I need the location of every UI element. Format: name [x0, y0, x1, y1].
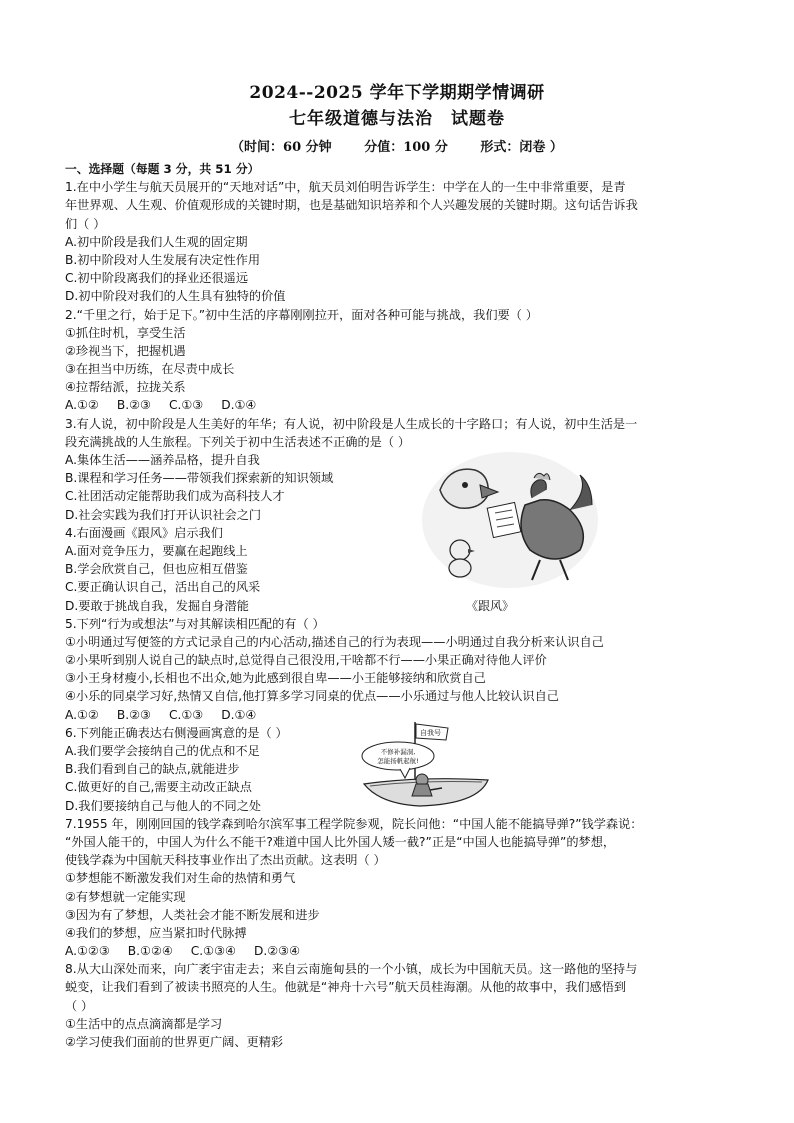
q7-choices	[65, 942, 730, 960]
q1-stem-1: 1.在中小学生与航天员展开的“天地对话”中，航天员刘伯明告诉学生：中学在人的一生中非常重要，是青	[65, 180, 626, 195]
q2-option-a: A.①②	[65, 398, 99, 413]
q7-statement-3: ③因为有了梦想，人类社会才能不断发展和进步	[65, 907, 320, 922]
q5-stem: 5.下列“行为或想法”与对其解读相匹配的有（ ）	[65, 616, 325, 631]
q5-option-a: A.①②	[65, 707, 99, 722]
q7-option-b: B.①②④	[127, 944, 173, 959]
section-title: 一、选择题（每题 3 分，共 51 分）	[65, 162, 260, 176]
q8-stem-3: （ ）	[65, 998, 94, 1013]
q1-stem-3: 们（ ）	[65, 216, 106, 231]
q6-option-c: C.做更好的自己,需要主动改正缺点	[65, 780, 252, 795]
q4-option-b: B.学会欣赏自己，但也应相互借鉴	[65, 562, 248, 577]
q3-option-a: A.集体生活——涵养品格，提升自我	[65, 453, 260, 467]
q7-stem-2: “外国人能干的，中国人为什么不能干?难道中国人比外国人矮一截?”正是“中国人也能搞导弹”的梦想，	[65, 834, 616, 849]
exam-title: 2024--2025 学年下学期期学情调研	[249, 83, 545, 103]
exam-info	[0, 136, 794, 155]
q8-statement-1: ①生活中的点点滴滴都是学习	[65, 1016, 223, 1031]
q5-option-d: D.①④	[221, 707, 257, 722]
q7-stem-1: 7.1955 年，刚刚回国的钱学森到哈尔滨军事工程学院参观，院长问他：“中国人能不能搞导弹?”钱学森说：	[65, 816, 643, 831]
q2-option-c: C.①③	[168, 398, 204, 413]
q5-statement-4: ④小乐的同桌学习好,热情又自信,他打算多学习同桌的优点——小乐通过与他人比较认识自己	[65, 689, 559, 704]
rooster-cartoon-caption: 《跟风》	[466, 599, 515, 613]
q5-option-c: C.①③	[168, 707, 204, 722]
q6-stem: 6.下列能正确表达右侧漫画寓意的是（ ）	[65, 725, 288, 740]
question-list	[65, 160, 730, 1051]
q2-statement-3: ③在担当中历练，在尽责中成长	[65, 362, 235, 377]
q2-option-b: B.②③	[116, 398, 151, 413]
score-info: 分值：100 分	[364, 140, 448, 155]
q8-stem-1: 8.从大山深处而来，向广袤宇宙走去；来自云南施甸县的一个小镇，成长为中国航天员。这一路他的坚持与	[65, 962, 638, 977]
q7-statement-2: ②有梦想就一定能实现	[65, 889, 186, 904]
q2-option-d: D.①④	[221, 398, 257, 413]
q3-stem-2: 段充满挑战的人生旅程。下列关于初中生活表述不正确的是（ ）	[65, 434, 411, 449]
q3-option-d: D.社会实践为我们打开认识社会之门	[65, 507, 262, 522]
q4-stem: 4.右面漫画《跟风》启示我们	[65, 525, 223, 540]
boat-cartoon-image	[360, 718, 490, 810]
boat-flag-text: 自我号	[420, 729, 441, 737]
q2-statement-1: ①抓住时机，享受生活	[65, 325, 186, 340]
q5-statement-2: ②小果听到别人说自己的缺点时,总觉得自己很没用,干啥都不行——小果正确对待他人评价	[65, 653, 547, 668]
time-info: （时间：60 分钟	[231, 140, 332, 155]
q1-option-c: C.初中阶段离我们的择业还很遥远	[65, 271, 249, 286]
q8-stem-2: 蜕变，让我们看到了被读书照亮的人生。他就是“神舟十六号”航天员桂海潮。从他的故事中，我们感悟到	[65, 980, 627, 995]
q2-statement-4: ④拉帮结派，拉拢关系	[65, 380, 186, 395]
q6-option-a: A.我们要学会接纳自己的优点和不足	[65, 744, 260, 758]
q7-stem-3: 使钱学森为中国航天科技事业作出了杰出贡献。这表明（ ）	[65, 853, 386, 868]
q7-statement-4: ④我们的梦想，应当紧扣时代脉搏	[65, 925, 247, 940]
q6-option-b: B.我们看到自己的缺点,就能进步	[65, 762, 240, 777]
q5-statement-3: ③小王身材瘦小,长相也不出众,她为此感到很自卑——小王能够接纳和欣赏自己	[65, 671, 486, 686]
q4-option-a: A.面对竞争压力，要赢在起跑线上	[65, 543, 248, 558]
q3-stem-1: 3.有人说，初中阶段是人生美好的年华；有人说，初中阶段是人生成长的十字路口；有人说，初中生活是一	[65, 416, 638, 431]
q5-option-b: B.②③	[116, 707, 151, 722]
q8-statement-2: ②学习使我们面前的世界更广阔、更精彩	[65, 1035, 284, 1049]
q4-option-d: D.要敢于挑战自我，发掘自身潜能	[65, 598, 249, 613]
q3-option-b: B.课程和学习任务——带领我们探索新的知识领域	[65, 471, 334, 486]
exam-subtitle	[0, 104, 794, 129]
q7-option-d: D.②③④	[253, 944, 301, 959]
q1-stem-2: 年世界观、人生观、价值观形成的关键时期，也是基础知识培养和个人兴趣发展的关键时期。这句话告诉我	[65, 198, 638, 213]
q4-option-c: C.要正确认识自己，活出自己的风采	[65, 580, 261, 595]
q2-stem: 2.“千里之行，始于足下。”初中生活的序幕刚刚拉开，面对各种可能与挑战，我们要（ ）	[65, 307, 538, 322]
q1-option-a: A.初中阶段是我们人生观的固定期	[65, 234, 248, 249]
q2-statement-2: ②珍视当下，把握机遇	[65, 343, 186, 358]
q7-option-a: A.①②③	[65, 944, 110, 959]
q6-option-d: D.我们要接纳自己与他人的不同之处	[65, 798, 262, 813]
form-info: 形式：闭卷 ）	[480, 140, 563, 155]
q3-option-c: C.社团活动定能帮助我们成为高科技人才	[65, 489, 285, 504]
q7-option-c: C.①③④	[190, 944, 236, 959]
rooster-cartoon-image	[420, 450, 600, 590]
paper-label: 试题卷	[451, 109, 505, 129]
speech-bubble-line-2: 怎能扬帆起航!	[377, 757, 419, 765]
q5-statement-1: ①小明通过写便签的方式记录自己的内心活动,描述自己的行为表现——小明通过自我分析来认识自己	[65, 634, 604, 649]
q7-statement-1: ①梦想能不断激发我们对生命的热情和勇气	[65, 871, 296, 886]
subject-label: 七年级道德与法治	[289, 109, 433, 129]
speech-bubble-line-1: 不修补漏洞,	[380, 748, 416, 756]
q1-option-d: D.初中阶段对我们的人生具有独特的价值	[65, 289, 286, 304]
q1-option-b: B.初中阶段对人生发展有决定性作用	[65, 252, 261, 267]
q2-choices	[65, 396, 730, 414]
